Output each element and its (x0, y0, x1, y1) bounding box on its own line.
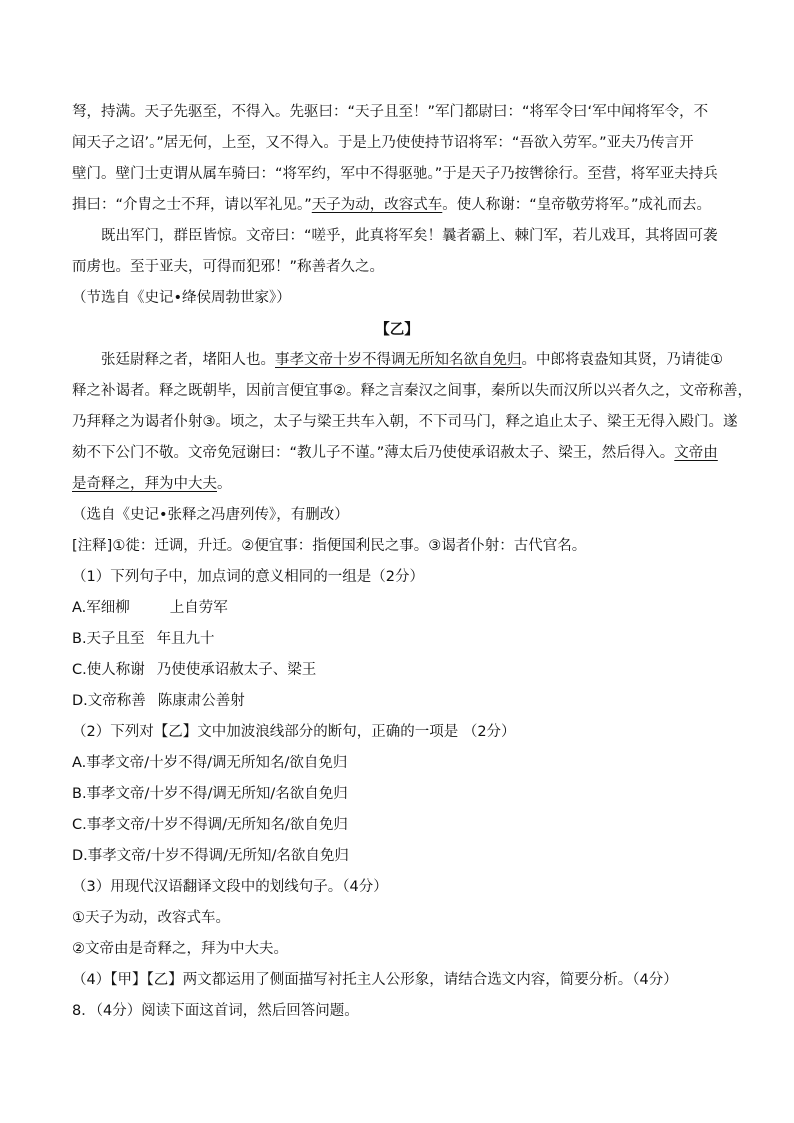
passage-yi-line-5-post: 。 (217, 476, 232, 492)
passage-jia-line-3: 壁门。壁门士吏谓从属车骑曰：“将军约，军中不得驱驰。”于是天子乃按辔徐行。至营，将军亚夫持兵 (72, 166, 718, 182)
section-yi-title: 【乙】 (375, 322, 419, 338)
question-1-option-a (72, 598, 228, 618)
question-2-stem: （2）下列对【乙】文中加波浪线部分的断句，正确的一项是 （2分） (72, 724, 516, 740)
passage-yi-line-5 (72, 474, 232, 494)
option-c-left: C.使人称谢 (72, 662, 145, 678)
question-1-option-c (72, 660, 316, 680)
passage-yi-line-1-post: 。中郎将袁盎知其贤，乃请徙① (521, 352, 723, 368)
passage-jia-line-6: 而虏也。至于亚夫，可得而犯邪！”称善者久之。 (72, 259, 385, 275)
question-3-stem: （3）用现代汉语翻译文段中的划线句子。（4分） (72, 879, 388, 895)
passage-yi-line-1-pre: 张廷尉释之者，堵阳人也。 (101, 352, 275, 368)
passage-jia-line-5: 既出军门，群臣皆惊。文帝曰：“嗟乎，此真将军矣！曩者霸上、棘门军，若儿戏耳，其将固可袭 (101, 228, 718, 244)
passage-yi-line-3: 乃拜释之为谒者仆射③。顷之，太子与梁王共车入朝，不下司马门，释之追止太子、梁王无得入殿门。遂 (72, 414, 738, 430)
passage-jia-line-4-pre: 揖曰：“介胄之士不拜，请以军礼见。” (72, 197, 312, 213)
question-1-stem: （1）下列句子中，加点词的意义相同的一组是（2分） (72, 569, 424, 585)
question-1-option-d (72, 691, 245, 711)
passage-jia-line-2: 闻天子之诏’。”居无何，上至，又不得入。于是上乃使使持节诏将军：“吾欲入劳军。”亚夫乃传言开 (72, 135, 694, 151)
option-c-right: 乃使使承诏赦太子、梁王 (156, 662, 317, 678)
underlined-sentence-1: 天子为动，改容式车 (311, 197, 443, 213)
underlined-sentence-2-part-2: 是奇释之，拜为中大夫 (72, 476, 217, 492)
passage-yi-line-2: 释之补谒者。释之既朝毕，因前言便宜事②。释之言秦汉之间事，秦所以失而汉所以兴者久之，文帝称善， (72, 383, 752, 399)
passage-jia-line-4 (72, 195, 711, 215)
option-a-left: A.军细柳 (72, 600, 130, 616)
option-b-left: B.天子且至 (72, 631, 145, 647)
passage-yi-notes: [注释]①徙：迁调，升迁。②便宜事：指便国利民之事。③谒者仆射：古代官名。 (72, 538, 587, 554)
option-d-left: D.文帝称善 (72, 693, 146, 709)
question-2-option-b: B.事孝文帝/十岁不得/调无所知/名欲自免归 (72, 786, 348, 802)
passage-yi-line-4-pre: 劾不下公门不敬。文帝免冠谢曰：“教儿子不谨。”薄太后乃使使承诏赦太子、梁王，然后得入。 (72, 445, 675, 461)
passage-jia-source: （节选自《史记•绛侯周勃世家》） (72, 290, 291, 306)
question-1-option-b (72, 629, 215, 649)
passage-yi-line-4 (72, 443, 718, 463)
passage-yi-source: （选自《史记•张释之冯唐列传》，有删改） (72, 507, 349, 523)
question-8-stem: 8．（4分）阅读下面这首词，然后回答问题。 (72, 1003, 359, 1019)
underlined-sentence-2-part-1: 文帝由 (674, 445, 718, 461)
passage-jia-line-1: 弩，持满。天子先驱至，不得入。先驱曰：“天子且至！”军门都尉曰：“将军令曰‘军中闻将军令，不 (72, 104, 709, 120)
question-2-option-c: C.事孝文帝/十岁不得调/无所知名/欲自免归 (72, 817, 348, 833)
option-a-right: 上自劳军 (169, 600, 228, 616)
passage-jia-line-4-post: 。使人称谢：“皇帝敬劳将军。”成礼而去。 (442, 197, 712, 213)
question-4-stem: （4）【甲】【乙】两文都运用了侧面描写衬托主人公形象，请结合选文内容，简要分析。（4分） (72, 972, 678, 988)
passage-yi-line-1 (101, 350, 723, 370)
option-b-right: 年且九十 (156, 631, 215, 647)
question-3-sentence-1: ①天子为动，改容式车。 (72, 910, 230, 926)
option-d-right: 陈康肃公善射 (157, 693, 245, 709)
question-2-option-d: D.事孝文帝/十岁不得调/无所知/名欲自免归 (72, 848, 349, 864)
question-2-option-a: A.事孝文帝/十岁不得/调无所知名/欲自免归 (72, 755, 348, 771)
wavy-underlined-phrase: 事孝文帝十岁不得调无所知名欲自免归 (275, 352, 522, 368)
question-3-sentence-2: ②文帝由是奇释之，拜为中大夫。 (72, 941, 288, 957)
